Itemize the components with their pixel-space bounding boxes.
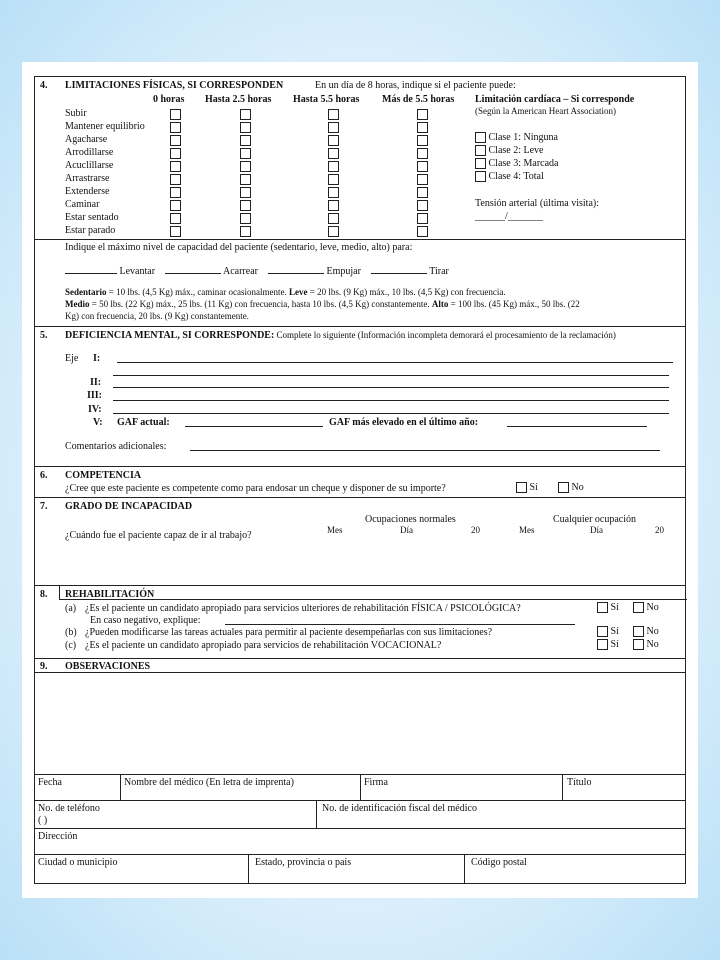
gaf-max-field[interactable] bbox=[507, 426, 647, 427]
estado-label: Estado, provincia o país bbox=[255, 857, 352, 868]
form-sheet bbox=[22, 62, 698, 898]
checkbox[interactable] bbox=[475, 158, 486, 169]
rehab-a-negative-label: En caso negativo, explique: bbox=[90, 615, 201, 626]
activity-checkbox[interactable] bbox=[328, 174, 339, 185]
rehab-a-question: ¿Es el paciente un candidato apropiado para servicios ulteriores de rehabilitación FÍSICA / PSICOLÓGICA? bbox=[85, 603, 521, 614]
col-header-2-5h: Hasta 2.5 horas bbox=[205, 94, 272, 105]
activity-checkbox[interactable] bbox=[170, 122, 181, 133]
activity-checkbox[interactable] bbox=[240, 135, 251, 146]
axis-iv-line[interactable] bbox=[113, 413, 669, 414]
capacity-field-empujar[interactable] bbox=[268, 265, 324, 274]
section-title: GRADO DE INCAPACIDAD bbox=[65, 501, 193, 512]
footer-row-1 bbox=[35, 775, 685, 801]
gaf-actual-label: GAF actual: bbox=[117, 417, 170, 428]
year-label-2: 20 bbox=[655, 525, 664, 535]
titulo-label: Título bbox=[567, 777, 592, 788]
fiscal-id-label: No. de identificación fiscal del médico bbox=[322, 803, 477, 814]
checkbox[interactable] bbox=[475, 145, 486, 156]
dia-label-2: Día bbox=[590, 525, 603, 535]
section-number: 4. bbox=[40, 80, 48, 91]
col-header-0h: 0 horas bbox=[153, 94, 185, 105]
activity-checkbox[interactable] bbox=[170, 187, 181, 198]
section-number: 7. bbox=[40, 501, 48, 512]
axis-label-ii: II: bbox=[90, 377, 102, 388]
eje-label: Eje bbox=[65, 353, 79, 364]
rehab-b-question: ¿Pueden modificarse las tareas actuales para permitir al paciente desempeñarlas con sus limitaciones? bbox=[85, 627, 493, 638]
checkbox[interactable] bbox=[633, 626, 644, 637]
axis-label-v: V: bbox=[93, 417, 103, 428]
checkbox[interactable] bbox=[475, 132, 486, 143]
fecha-label: Fecha bbox=[38, 777, 62, 788]
divider bbox=[35, 239, 685, 240]
axis-i-line-2[interactable] bbox=[113, 375, 669, 376]
incapacity-question: ¿Cuándo fue el paciente capaz de ir al trabajo? bbox=[65, 530, 252, 541]
section-number: 5. bbox=[40, 330, 48, 341]
capacity-field-acarrear[interactable] bbox=[165, 265, 221, 274]
activity-checkbox[interactable] bbox=[417, 135, 428, 146]
activity-checkbox[interactable] bbox=[240, 174, 251, 185]
group-any-occupation: Cualquier ocupación bbox=[553, 514, 637, 525]
nombre-cell[interactable] bbox=[121, 775, 361, 801]
checkbox[interactable] bbox=[633, 639, 644, 650]
rehab-c-yes[interactable]: Sí bbox=[597, 639, 619, 651]
comments-label: Comentarios adicionales: bbox=[65, 441, 167, 452]
checkbox[interactable] bbox=[597, 602, 608, 613]
ciudad-cell[interactable] bbox=[35, 855, 249, 883]
group-normal-occupations: Ocupaciones normales bbox=[365, 514, 456, 525]
activity-checkbox[interactable] bbox=[240, 122, 251, 133]
checkbox[interactable] bbox=[633, 602, 644, 613]
cardiac-subtitle: (Según la American Heart Association) bbox=[475, 106, 616, 116]
activity-checkbox[interactable] bbox=[328, 122, 339, 133]
axis-label-iv: IV: bbox=[88, 404, 102, 415]
rehab-a-yes[interactable]: Sí bbox=[597, 602, 619, 614]
comments-field[interactable] bbox=[190, 450, 660, 451]
rehab-b-letter: (b) bbox=[65, 627, 77, 638]
activity-checkbox[interactable] bbox=[328, 226, 339, 237]
activity-label: Acuclillarse bbox=[65, 160, 114, 171]
activity-label: Agacharse bbox=[65, 134, 108, 145]
telefono-label: No. de teléfono bbox=[38, 803, 100, 814]
telefono-area-code: ( ) bbox=[38, 815, 48, 826]
section-number: 9. bbox=[40, 661, 48, 672]
competence-question: ¿Cree que este paciente es competente como para endosar un cheque y disponer de su importe? bbox=[65, 483, 446, 494]
dia-label-1: Día bbox=[400, 525, 413, 535]
direccion-label: Dirección bbox=[38, 831, 78, 842]
rehab-b-no[interactable]: No bbox=[633, 626, 659, 638]
year-label-1: 20 bbox=[471, 525, 480, 535]
activity-checkbox[interactable] bbox=[328, 213, 339, 224]
rehab-b-yes[interactable]: Sí bbox=[597, 626, 619, 638]
cardiac-class-1[interactable]: Clase 1: Ninguna bbox=[475, 132, 558, 144]
activity-checkbox[interactable] bbox=[170, 148, 181, 159]
activity-checkbox[interactable] bbox=[240, 226, 251, 237]
activity-checkbox[interactable] bbox=[328, 187, 339, 198]
activity-checkbox[interactable] bbox=[170, 174, 181, 185]
cardiac-class-4[interactable]: Clase 4: Total bbox=[475, 171, 544, 183]
nombre-label: Nombre del médico (En letra de imprenta) bbox=[124, 777, 294, 788]
axis-label-iii: III: bbox=[87, 390, 103, 401]
activity-checkbox[interactable] bbox=[417, 122, 428, 133]
gaf-max-label: GAF más elevado en el último año: bbox=[329, 417, 479, 428]
activity-checkbox[interactable] bbox=[240, 161, 251, 172]
activity-checkbox[interactable] bbox=[170, 200, 181, 211]
ciudad-label: Ciudad o municipio bbox=[38, 857, 118, 868]
telefono-cell[interactable] bbox=[35, 801, 317, 829]
activity-checkbox[interactable] bbox=[328, 109, 339, 120]
activity-label: Estar sentado bbox=[65, 212, 119, 223]
rehab-a-explain-field[interactable] bbox=[225, 624, 575, 625]
activity-checkbox[interactable] bbox=[240, 213, 251, 224]
footer-row-4 bbox=[35, 855, 685, 883]
section-7-incapacity bbox=[35, 498, 685, 586]
activity-checkbox[interactable] bbox=[328, 200, 339, 211]
activity-label: Extenderse bbox=[65, 186, 110, 197]
cardiac-title: Limitación cardíaca – Si corresponde bbox=[475, 94, 635, 105]
section-8-rehabilitation bbox=[35, 586, 685, 659]
section-title: LIMITACIONES FÍSICAS, SI CORRESPONDEN bbox=[65, 80, 284, 91]
activity-checkbox[interactable] bbox=[240, 187, 251, 198]
capacity-prompt: Indique el máximo nivel de capacidad del paciente (sedentario, leve, medio, alto) para: bbox=[65, 242, 413, 253]
checkbox[interactable] bbox=[475, 171, 486, 182]
section-6-competence bbox=[35, 467, 685, 498]
mes-label-2: Mes bbox=[519, 525, 535, 535]
activity-checkbox[interactable] bbox=[240, 109, 251, 120]
activity-checkbox[interactable] bbox=[328, 161, 339, 172]
section-number: 6. bbox=[40, 470, 48, 481]
col-header-over-5-5h: Más de 5.5 horas bbox=[382, 94, 455, 105]
postal-label: Código postal bbox=[471, 857, 527, 868]
activity-checkbox[interactable] bbox=[417, 148, 428, 159]
checkbox[interactable] bbox=[516, 482, 527, 493]
capacity-field-tirar[interactable] bbox=[371, 265, 427, 274]
activity-checkbox[interactable] bbox=[417, 187, 428, 198]
cardiac-class-2[interactable]: Clase 2: Leve bbox=[475, 145, 543, 157]
activity-checkbox[interactable] bbox=[417, 213, 428, 224]
activity-checkbox[interactable] bbox=[170, 135, 181, 146]
capacity-fields: Levantar Acarrear Empujar Tirar bbox=[65, 265, 449, 278]
mes-label-1: Mes bbox=[327, 525, 343, 535]
activity-checkbox[interactable] bbox=[170, 226, 181, 237]
activity-label: Subir bbox=[65, 108, 87, 119]
checkbox[interactable] bbox=[597, 639, 608, 650]
rehab-c-no[interactable]: No bbox=[633, 639, 659, 651]
section-title: DEFICIENCIA MENTAL, SI CORRESPONDE: Complete lo siguiente (Información incompleta demorará el procesamiento de la reclamación) bbox=[65, 330, 616, 341]
cardiac-class-3[interactable]: Clase 3: Marcada bbox=[475, 158, 558, 170]
activity-checkbox[interactable] bbox=[240, 148, 251, 159]
activity-checkbox[interactable] bbox=[417, 161, 428, 172]
activity-checkbox[interactable] bbox=[240, 200, 251, 211]
firma-label: Firma bbox=[364, 777, 388, 788]
definition-line-2: Medio = 50 lbs. (22 Kg) máx., 25 lbs. (11 Kg) con frecuencia, hasta 10 lbs. (4,5 Kg) constantemente. Alto = 100 lbs. (45 Kg) máx., 50 lbs. (22 bbox=[65, 299, 580, 309]
capacity-field-levantar[interactable] bbox=[65, 265, 117, 274]
activity-label: Caminar bbox=[65, 199, 100, 210]
rehab-a-letter: (a) bbox=[65, 603, 77, 614]
activity-checkbox[interactable] bbox=[328, 135, 339, 146]
activity-checkbox[interactable] bbox=[170, 213, 181, 224]
bp-label: Tensión arterial (última visita): bbox=[475, 198, 599, 209]
activity-checkbox[interactable] bbox=[328, 148, 339, 159]
competence-no[interactable]: No bbox=[553, 482, 584, 494]
section-5-mental-deficiency bbox=[35, 327, 685, 467]
definition-line-3: Kg) con frecuencia, 20 lbs. (9 Kg) constantemente. bbox=[65, 311, 249, 321]
gaf-actual-field[interactable] bbox=[185, 426, 323, 427]
rehab-c-question: ¿Es el paciente un candidato apropiado para servicios de rehabilitación VOCACIONAL? bbox=[85, 640, 442, 651]
footer-row-2 bbox=[35, 801, 685, 829]
activity-checkbox[interactable] bbox=[170, 109, 181, 120]
activity-checkbox[interactable] bbox=[417, 200, 428, 211]
estado-cell[interactable] bbox=[249, 855, 465, 883]
axis-label-i: I: bbox=[93, 353, 101, 364]
activity-checkbox[interactable] bbox=[417, 109, 428, 120]
activity-checkbox[interactable] bbox=[170, 161, 181, 172]
axis-iii-line[interactable] bbox=[113, 400, 669, 401]
section-title: COMPETENCIA bbox=[65, 470, 142, 481]
observations-field[interactable] bbox=[37, 675, 683, 771]
firma-cell[interactable] bbox=[361, 775, 563, 801]
section-title: OBSERVACIONES bbox=[65, 661, 151, 672]
activity-label: Estar parado bbox=[65, 225, 116, 236]
definition-line-1: Sedentario = 10 lbs. (4,5 Kg) máx., caminar ocasionalmente. Leve = 20 lbs. (9 Kg) máx., 10 lbs. (4,5 Kg) con frecuencia. bbox=[65, 287, 506, 297]
axis-i-line-1[interactable] bbox=[117, 362, 673, 363]
col-header-5-5h: Hasta 5.5 horas bbox=[293, 94, 360, 105]
rehab-c-letter: (c) bbox=[65, 640, 77, 651]
rehab-a-no[interactable]: No bbox=[633, 602, 659, 614]
section-number: 8. bbox=[40, 589, 48, 600]
activity-label: Mantener equilibrio bbox=[65, 121, 145, 132]
bp-field[interactable]: ______/_______ bbox=[475, 211, 543, 222]
section-4-physical-limitations bbox=[35, 77, 685, 327]
checkbox[interactable] bbox=[558, 482, 569, 493]
axis-ii-line[interactable] bbox=[113, 387, 669, 388]
activity-checkbox[interactable] bbox=[417, 226, 428, 237]
activity-label: Arrastrarse bbox=[65, 173, 110, 184]
activity-checkbox[interactable] bbox=[417, 174, 428, 185]
competence-yes[interactable]: Sí bbox=[516, 482, 538, 494]
checkbox[interactable] bbox=[597, 626, 608, 637]
fecha-cell[interactable] bbox=[35, 775, 121, 801]
section-title: REHABILITACIÓN bbox=[65, 589, 155, 600]
section-intro: En un día de 8 horas, indique si el paciente puede: bbox=[315, 80, 516, 91]
footer-row-3[interactable] bbox=[35, 829, 685, 855]
section-9-observations bbox=[35, 659, 685, 775]
activity-label: Arrodillarse bbox=[65, 147, 114, 158]
medical-form bbox=[34, 76, 686, 884]
